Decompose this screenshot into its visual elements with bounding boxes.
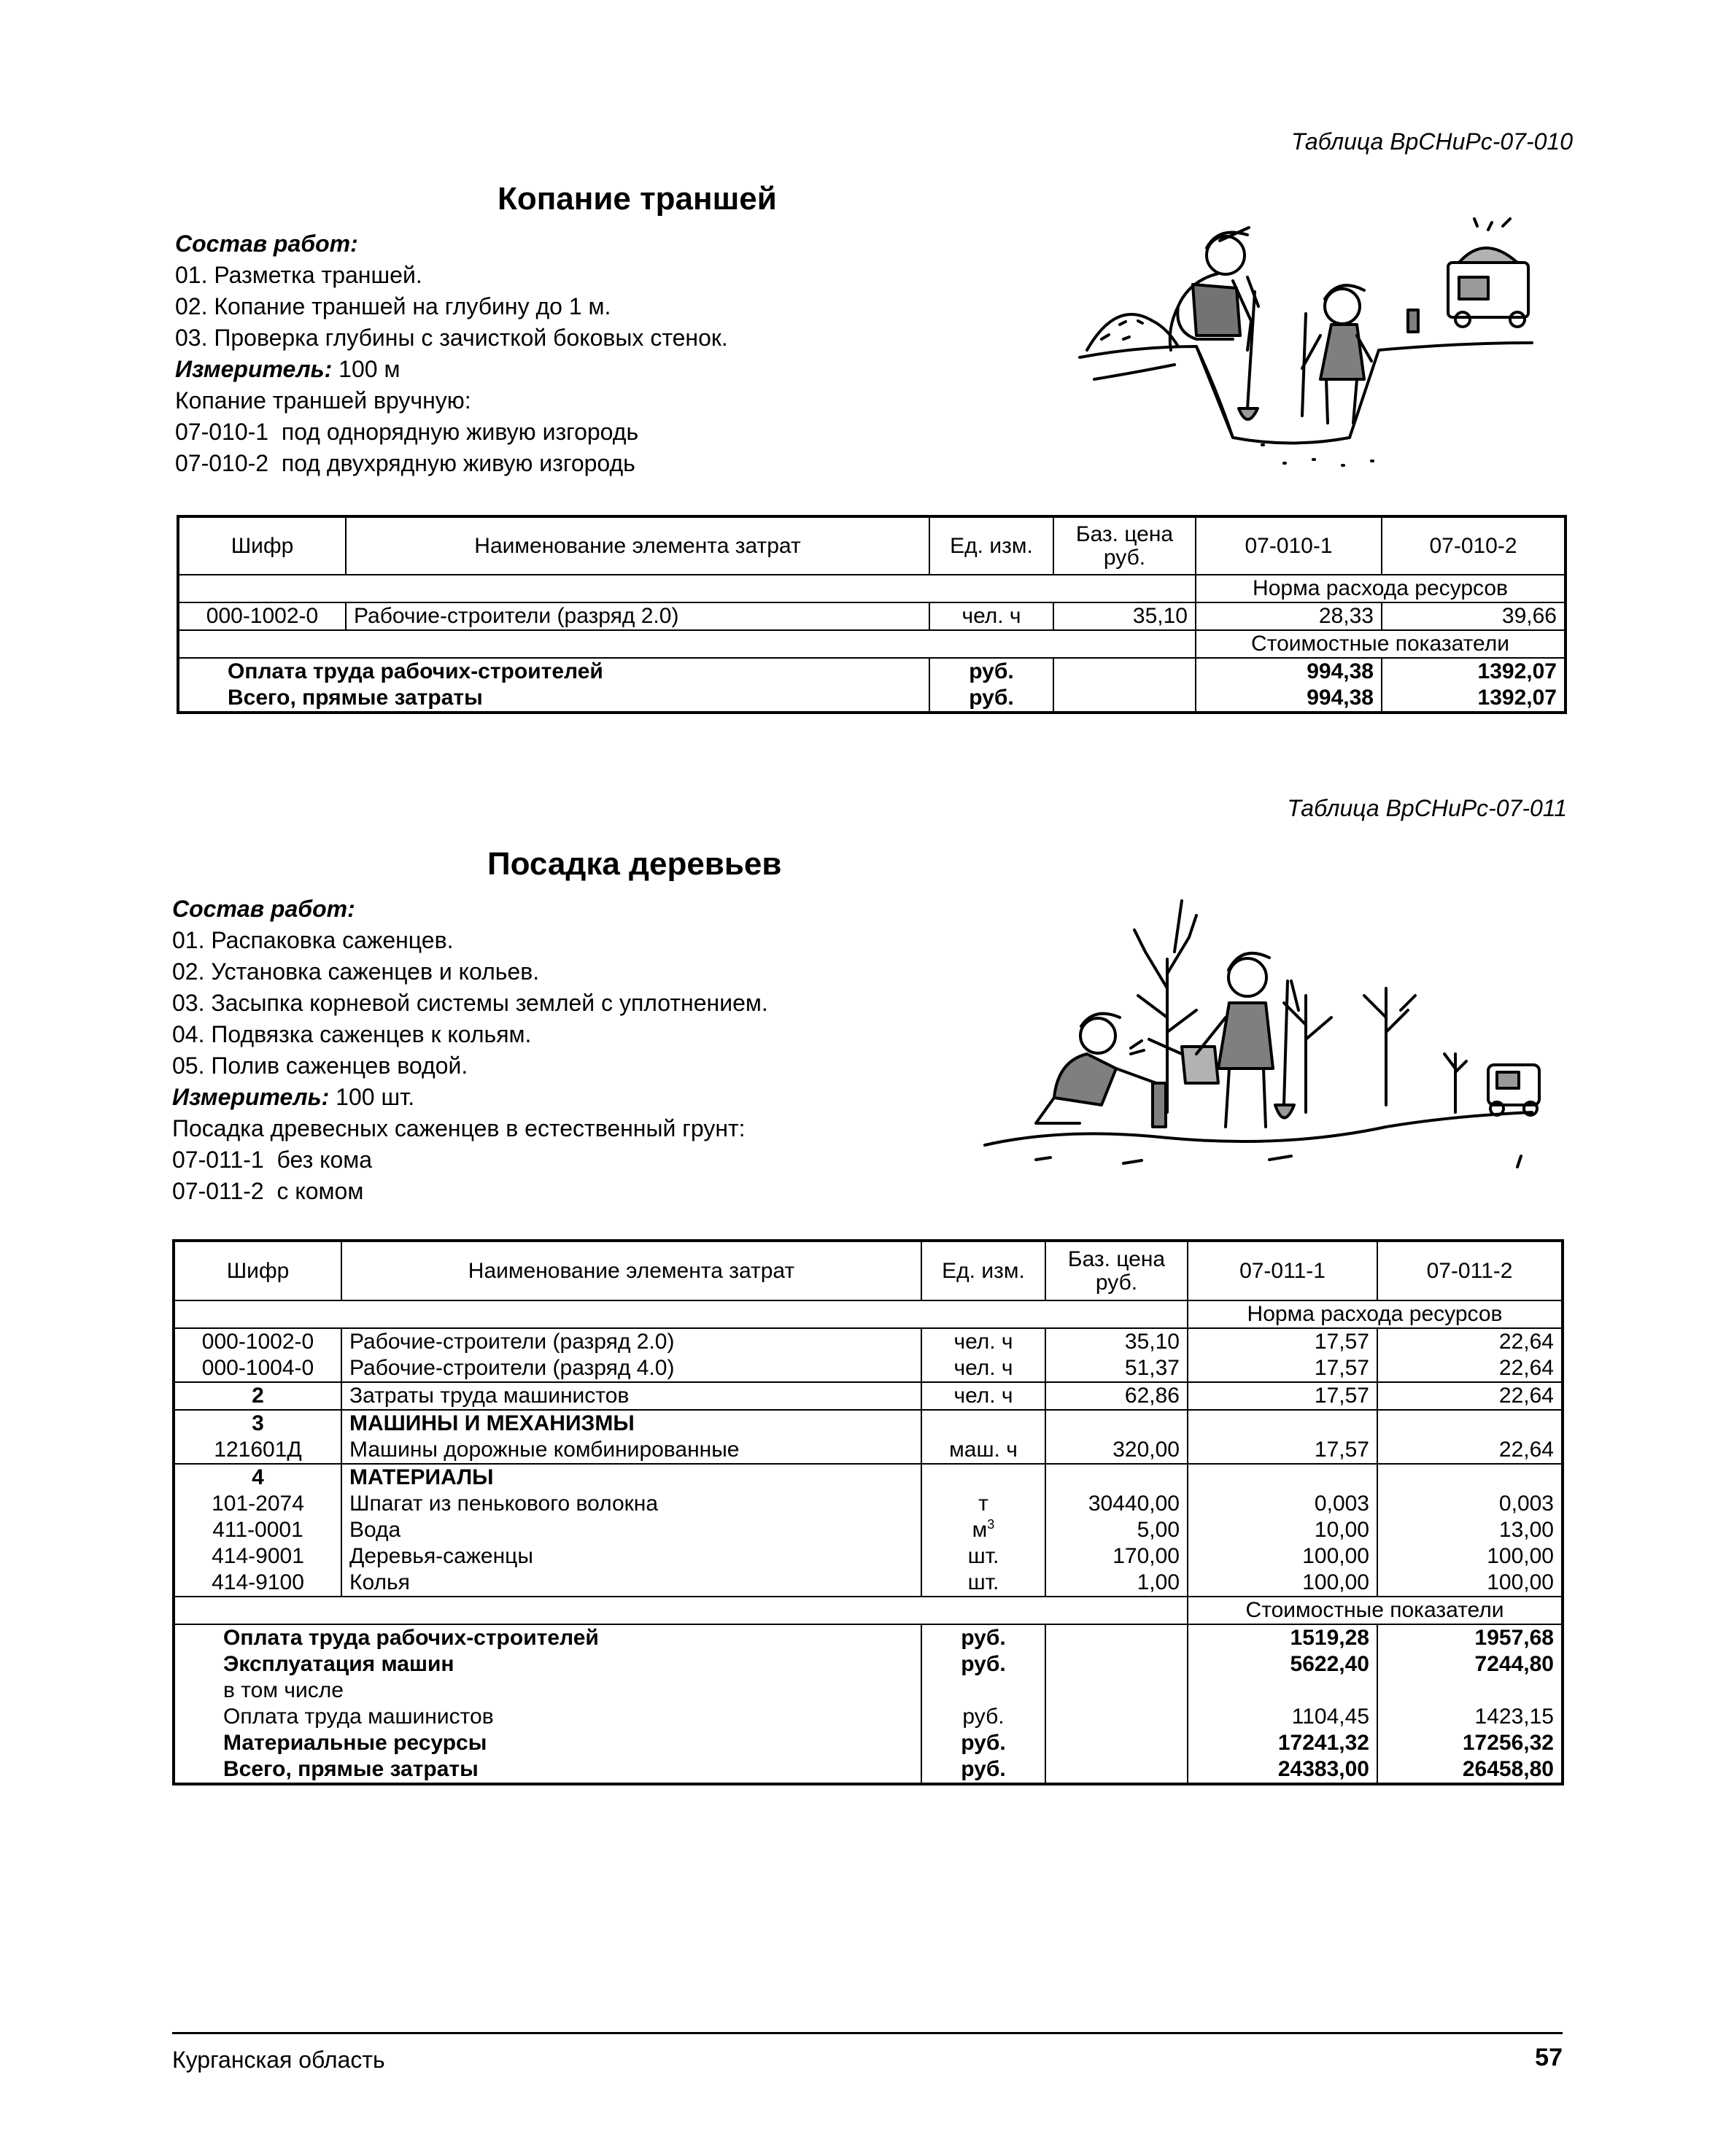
- cell-unit: [921, 1678, 1045, 1704]
- cell-unit: шт.: [921, 1570, 1045, 1597]
- cell-name: Машины дорожные комбинированные: [341, 1437, 921, 1464]
- cell-variant-1: 24383,00: [1188, 1756, 1377, 1784]
- table-label-07-010: Таблица ВрСНиРс-07-010: [1291, 128, 1573, 155]
- work-item: 05. Полив саженцев водой.: [172, 1052, 468, 1079]
- cell-variant-1: [1188, 1464, 1377, 1491]
- cell-code: 3: [174, 1410, 341, 1437]
- section-row-norms: [178, 575, 1566, 602]
- work-item: 03. Засыпка корневой системы землей с уплотнением.: [172, 990, 768, 1016]
- meter-line: [175, 354, 728, 385]
- cell-variant-2: 0,003: [1498, 1492, 1554, 1516]
- section-row-norms: [174, 1300, 1563, 1328]
- trench-digging-illustration: [1050, 197, 1561, 474]
- cell-unit: чел. ч: [921, 1328, 1045, 1355]
- cell-unit: руб.: [921, 1756, 1045, 1784]
- cell-variant-1: [1188, 1410, 1377, 1437]
- cost-table-07-010: [177, 515, 1567, 714]
- section-title-tree-planting: Посадка деревьев: [487, 846, 782, 882]
- cell-variant-2: 1423,15: [1474, 1705, 1554, 1729]
- cell-price: [1045, 1678, 1188, 1704]
- meter-label: Измеритель:: [172, 1084, 330, 1110]
- table-row: [174, 1464, 1563, 1491]
- cell-price: 62,86: [1045, 1382, 1188, 1410]
- cell-price: 51,37: [1045, 1355, 1188, 1382]
- footer-region: Курганская область: [172, 2047, 385, 2073]
- header-name: Наименование элемента затрат: [341, 1241, 921, 1300]
- cell-variant-1: 10,00: [1188, 1517, 1377, 1543]
- unit-superscript: 3: [987, 1517, 995, 1532]
- cell-variant-1: 100,00: [1188, 1570, 1377, 1597]
- cell-variant-2: 1392,07: [1477, 686, 1557, 710]
- cell-unit: руб.: [921, 1730, 1045, 1756]
- cell-name: Оплата труда машинистов: [174, 1704, 921, 1730]
- table-row: [174, 1517, 1563, 1543]
- header-price: Баз. цена руб.: [1045, 1241, 1188, 1300]
- cell-variant-2: 22,64: [1498, 1330, 1554, 1354]
- variant-line: 07-011-1 без кома: [172, 1147, 373, 1173]
- cell-code: 000-1002-0: [178, 602, 346, 630]
- cell-variant-2: [1377, 1410, 1563, 1437]
- table-row: [174, 1355, 1563, 1382]
- table-row: [174, 1651, 1563, 1678]
- cell-variant-1: 0,003: [1188, 1491, 1377, 1517]
- cell-code: 000-1004-0: [174, 1355, 341, 1382]
- cell-code: 2: [174, 1382, 341, 1410]
- cell-variant-2: [1377, 1464, 1563, 1491]
- section-label-costs: Стоимостные показатели: [1188, 1597, 1563, 1624]
- tree-planting-illustration: [978, 872, 1561, 1178]
- section-title-trenches: Копание траншей: [498, 181, 777, 217]
- cell-price: [1053, 658, 1196, 685]
- cell-price: [1045, 1756, 1188, 1784]
- cell-name: Оплата труда рабочих-строителей: [178, 658, 929, 685]
- cell-unit: чел. ч: [929, 602, 1053, 630]
- table-row: [174, 1570, 1563, 1597]
- cell-price: [1045, 1624, 1188, 1651]
- cell-variant-1: 1519,28: [1188, 1624, 1377, 1651]
- cell-price: [1045, 1464, 1188, 1491]
- header-unit: Ед. изм.: [921, 1241, 1045, 1300]
- cell-code: 414-9001: [174, 1543, 341, 1570]
- meter-value: 100 шт.: [329, 1084, 415, 1110]
- header-variant-2: 07-010-2: [1382, 516, 1566, 575]
- cell-variant-2: 22,64: [1498, 1438, 1554, 1462]
- cell-unit: маш. ч: [921, 1437, 1045, 1464]
- table-row: [174, 1410, 1563, 1437]
- cell-name: Оплата труда рабочих-строителей: [174, 1624, 921, 1651]
- meter-line: [172, 1082, 768, 1113]
- table-row: [174, 1704, 1563, 1730]
- cell-price: 35,10: [1045, 1328, 1188, 1355]
- cell-unit: руб.: [929, 685, 1053, 713]
- cell-name: Всего, прямые затраты: [174, 1756, 921, 1784]
- meter-label: Измеритель:: [175, 356, 333, 382]
- cell-unit: руб.: [921, 1651, 1045, 1678]
- cell-unit: [921, 1464, 1045, 1491]
- cell-name: Колья: [341, 1570, 921, 1597]
- footer-divider: [172, 2032, 1563, 2034]
- cell-variant-2: 13,00: [1498, 1518, 1554, 1542]
- cell-unit: [921, 1410, 1045, 1437]
- cell-variant-2: [1377, 1678, 1563, 1704]
- cell-variant-1: 994,38: [1196, 685, 1382, 713]
- cell-variant-2: 17256,32: [1462, 1731, 1554, 1755]
- header-name: Наименование элемента затрат: [346, 516, 929, 575]
- cell-name: Рабочие-строители (разряд 2.0): [346, 602, 929, 630]
- cell-name: Рабочие-строители (разряд 4.0): [341, 1355, 921, 1382]
- cell-price: 320,00: [1045, 1437, 1188, 1464]
- cell-name: Вода: [341, 1517, 921, 1543]
- cell-variant-2: 1957,68: [1474, 1626, 1554, 1650]
- cell-code: 4: [174, 1464, 341, 1491]
- cell-unit: чел. ч: [921, 1355, 1045, 1382]
- cell-name: в том числе: [174, 1678, 921, 1704]
- cell-variant-2: 22,64: [1498, 1356, 1554, 1380]
- cell-name: Деревья-саженцы: [341, 1543, 921, 1570]
- cell-price: [1045, 1730, 1188, 1756]
- cell-name: МАШИНЫ И МЕХАНИЗМЫ: [341, 1410, 921, 1437]
- cell-variant-1: 17,57: [1188, 1355, 1377, 1382]
- table-row: [174, 1678, 1563, 1704]
- table-row: [178, 658, 1566, 685]
- table-row: [174, 1382, 1563, 1410]
- work-description-07-010: [175, 228, 728, 479]
- cell-variant-2: 39,66: [1501, 604, 1557, 628]
- section-label-norms: Норма расхода ресурсов: [1188, 1300, 1563, 1328]
- cell-variant-2: 26458,80: [1462, 1757, 1554, 1781]
- section-row-costs: [174, 1597, 1563, 1624]
- section-label-norms: Норма расхода ресурсов: [1196, 575, 1566, 602]
- cell-variant-1: 17,57: [1188, 1382, 1377, 1410]
- table-row: [174, 1730, 1563, 1756]
- cell-unit: шт.: [921, 1543, 1045, 1570]
- cell-variant-2: 100,00: [1487, 1544, 1554, 1568]
- table-row: [174, 1543, 1563, 1570]
- table-row: [178, 602, 1566, 630]
- cell-variant-2: 100,00: [1487, 1570, 1554, 1594]
- cell-price: 35,10: [1053, 602, 1196, 630]
- cell-variant-1: 17,57: [1188, 1328, 1377, 1355]
- cell-unit: [921, 1517, 1045, 1543]
- cell-variant-1: 994,38: [1196, 658, 1382, 685]
- cell-price: [1045, 1651, 1188, 1678]
- table-row: [174, 1624, 1563, 1651]
- section-label-costs: Стоимостные показатели: [1196, 630, 1566, 658]
- method-description: Копание траншей вручную:: [175, 387, 471, 414]
- cell-variant-1: 100,00: [1188, 1543, 1377, 1570]
- work-composition-heading: Состав работ:: [172, 896, 355, 922]
- table-label-07-011: Таблица ВрСНиРс-07-011: [1287, 795, 1567, 821]
- cell-variant-1: 5622,40: [1188, 1651, 1377, 1678]
- table-row: [174, 1491, 1563, 1517]
- cell-unit: чел. ч: [921, 1382, 1045, 1410]
- header-unit: Ед. изм.: [929, 516, 1053, 575]
- work-item: 01. Разметка траншей.: [175, 262, 422, 288]
- cell-variant-1: [1188, 1678, 1377, 1704]
- cost-table-07-011: [172, 1239, 1564, 1785]
- cell-price: 170,00: [1045, 1543, 1188, 1570]
- cell-name: Шпагат из пенькового волокна: [341, 1491, 921, 1517]
- variant-line: 07-011-2 с комом: [172, 1178, 364, 1204]
- cell-price: 1,00: [1045, 1570, 1188, 1597]
- header-variant-1: 07-010-1: [1196, 516, 1382, 575]
- cell-price: 5,00: [1045, 1517, 1188, 1543]
- unit-text: м: [972, 1518, 988, 1542]
- table-row: [178, 685, 1566, 713]
- meter-value: 100 м: [332, 356, 400, 382]
- header-code: Шифр: [178, 516, 346, 575]
- cell-price: [1045, 1410, 1188, 1437]
- cell-code: 000-1002-0: [174, 1328, 341, 1355]
- cell-name: Материальные ресурсы: [174, 1730, 921, 1756]
- header-variant-2: 07-011-2: [1377, 1241, 1563, 1300]
- work-item: 03. Проверка глубины с зачисткой боковых стенок.: [175, 325, 728, 351]
- cell-code: 411-0001: [174, 1517, 341, 1543]
- section-row-costs: [178, 630, 1566, 658]
- cell-price: 30440,00: [1045, 1491, 1188, 1517]
- cell-name: Рабочие-строители (разряд 2.0): [341, 1328, 921, 1355]
- table-row: [174, 1437, 1563, 1464]
- cell-variant-2: 7244,80: [1474, 1652, 1554, 1676]
- cell-unit: руб.: [929, 658, 1053, 685]
- work-item: 02. Установка саженцев и кольев.: [172, 958, 540, 985]
- cell-variant-1: 17241,32: [1188, 1730, 1377, 1756]
- cell-price: [1053, 685, 1196, 713]
- cell-name: МАТЕРИАЛЫ: [341, 1464, 921, 1491]
- cell-name: Эксплуатация машин: [174, 1651, 921, 1678]
- cell-code: 414-9100: [174, 1570, 341, 1597]
- work-item: 04. Подвязка саженцев к кольям.: [172, 1021, 532, 1047]
- work-composition-heading: Состав работ:: [175, 230, 358, 257]
- work-description-07-011: [172, 893, 768, 1207]
- table-row: [174, 1756, 1563, 1784]
- cell-unit: т: [921, 1491, 1045, 1517]
- cell-price: [1045, 1704, 1188, 1730]
- cell-variant-2: 1392,07: [1477, 659, 1557, 683]
- cell-name: Всего, прямые затраты: [178, 685, 929, 713]
- cell-unit: руб.: [921, 1704, 1045, 1730]
- table-row: [174, 1328, 1563, 1355]
- cell-name: Затраты труда машинистов: [341, 1382, 921, 1410]
- header-code: Шифр: [174, 1241, 341, 1300]
- cell-variant-2: 22,64: [1377, 1382, 1563, 1410]
- cell-variant-1: 1104,45: [1188, 1704, 1377, 1730]
- variant-line: 07-010-1 под однорядную живую изгородь: [175, 419, 639, 445]
- header-variant-1: 07-011-1: [1188, 1241, 1377, 1300]
- cell-variant-1: 17,57: [1188, 1437, 1377, 1464]
- variant-line: 07-010-2 под двухрядную живую изгородь: [175, 450, 635, 476]
- header-price: Баз. цена руб.: [1053, 516, 1196, 575]
- cell-code: 101-2074: [174, 1491, 341, 1517]
- page-number: 57: [1535, 2044, 1563, 2071]
- work-item: 01. Распаковка саженцев.: [172, 927, 454, 953]
- cell-code: 121601Д: [174, 1437, 341, 1464]
- method-description: Посадка древесных саженцев в естественный грунт:: [172, 1115, 746, 1141]
- cell-unit: руб.: [921, 1624, 1045, 1651]
- work-item: 02. Копание траншей на глубину до 1 м.: [175, 293, 611, 319]
- cell-variant-1: 28,33: [1196, 602, 1382, 630]
